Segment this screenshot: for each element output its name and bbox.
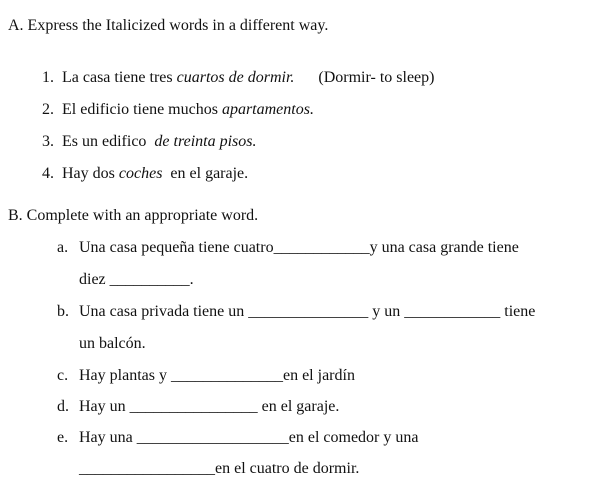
italic-phrase: coches [118, 165, 163, 182]
section-a-item-3 [34, 112, 257, 150]
section-b-item-a-line-1[interactable]: Una casa pequeña tiene cuatro____________y una casa grande tiene [79, 239, 519, 256]
item-text-tail: en el garaje. [162, 165, 249, 182]
italic-phrase: apartamentos. [221, 101, 314, 118]
item-number: 1. [42, 69, 54, 86]
section-b-item-e-letter: e. [57, 429, 69, 446]
section-b-item-c-line-1[interactable]: Hay plantas y ______________en el jardín [79, 367, 355, 384]
section-b-item-e-line-2[interactable]: _________________en el cuatro de dormir. [79, 460, 360, 477]
section-b-item-d-line-1[interactable]: Hay un ________________ en el garaje. [79, 398, 340, 415]
item-text: La casa tiene tres [62, 69, 177, 86]
section-b-item-b-letter: b. [57, 303, 69, 320]
item-text: Hay dos [62, 165, 119, 182]
item-number: 4. [42, 165, 54, 182]
item-note: (Dormir- to sleep) [294, 69, 435, 86]
item-number: 2. [42, 101, 54, 118]
section-b-heading: B. Complete with an appropriate word. [8, 207, 259, 224]
item-text: El edificio tiene muchos [62, 101, 222, 118]
section-b-item-e-line-1[interactable]: Hay una ___________________en el comedor y una [79, 429, 419, 446]
section-a-item-1 [34, 48, 435, 86]
section-b-item-a-letter: a. [57, 239, 69, 256]
section-b-item-c-letter: c. [57, 367, 69, 384]
item-number: 3. [42, 133, 54, 150]
section-b-item-d-letter: d. [57, 398, 69, 415]
item-text: Es un edifico [62, 133, 155, 150]
section-b-item-b-line-1[interactable]: Una casa privada tiene un _______________ y un ____________ tiene [79, 303, 536, 320]
section-a-item-4 [34, 144, 249, 182]
section-b-item-a-line-2[interactable]: diez __________. [79, 271, 194, 288]
italic-phrase: cuartos de dormir. [176, 69, 295, 86]
italic-phrase: de treinta pisos. [154, 133, 257, 150]
section-b-item-b-line-2: un balcón. [79, 335, 146, 352]
section-a-heading: A. Express the Italicized words in a different way. [8, 17, 329, 34]
section-a-item-2 [34, 80, 314, 118]
